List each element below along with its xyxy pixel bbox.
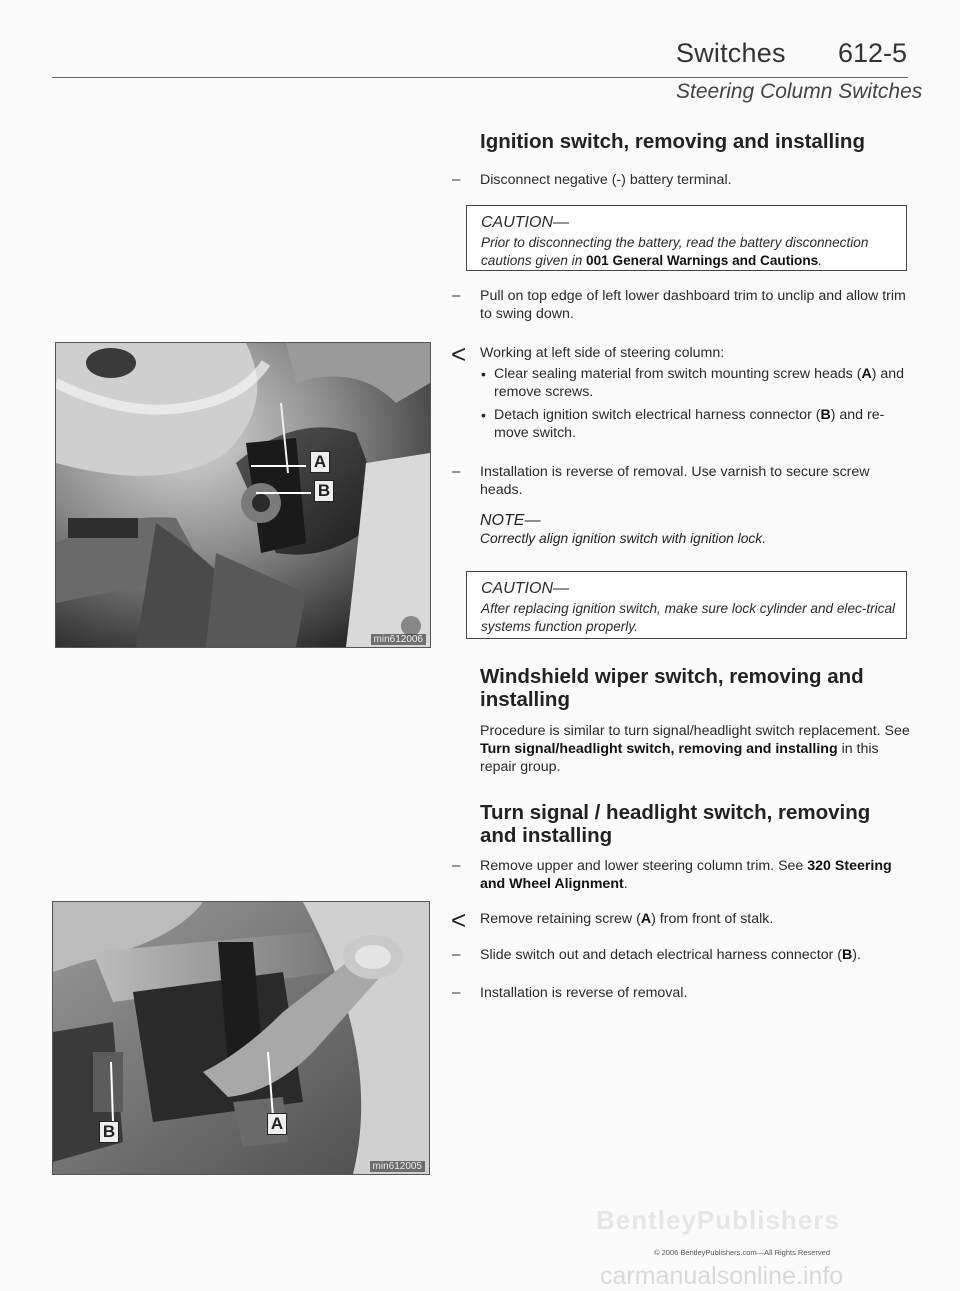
dash-marker: –: [452, 171, 461, 188]
turn-signal-heading: Turn signal / headlight switch, removing and installing: [480, 801, 871, 847]
note-block: [480, 512, 910, 548]
dash-marker: –: [452, 857, 461, 874]
dash-marker: –: [452, 287, 461, 304]
photo-code: min612005: [370, 1161, 425, 1172]
bullet-icon: •: [481, 366, 486, 382]
wiper-text: Procedure is similar to turn signal/headlight switch replacement. See Turn signal/headlight switch, removing and installing in this repair group.: [480, 723, 910, 775]
turn-step-4: Installation is reverse of removal.: [480, 985, 688, 1001]
site-watermark: carmanualsonline.info: [600, 1262, 844, 1290]
turn-step-3: Slide switch out and detach electrical harness connector (B).: [480, 947, 861, 963]
turn-signal-switch-photo: [52, 901, 430, 1175]
callout-a: A: [310, 451, 330, 473]
turn-step-1: Remove upper and lower steering column trim. See 320 Steering and Wheel Alignment.: [480, 858, 892, 892]
ignition-bullet-1: Clear sealing material from switch mounting screw heads (A) and remove screws.: [494, 366, 905, 400]
callout-b: B: [99, 1121, 119, 1143]
section-title: Switches: [676, 38, 786, 68]
photo-pointer-icon: <: [451, 905, 467, 935]
caution-box-2: [466, 571, 907, 639]
callout-b: B: [314, 480, 334, 502]
caution-text: Prior to disconnecting the battery, read the battery disconnection cautions given in 001 General Warnings and Cautions.: [481, 235, 869, 268]
ignition-switch-photo: [55, 342, 431, 648]
dash-marker: –: [452, 946, 461, 963]
page-number: 612-5: [838, 38, 908, 68]
caution-box-1: [466, 205, 907, 271]
dash-marker: –: [452, 463, 461, 480]
note-text: Correctly align ignition switch with ignition lock.: [480, 531, 767, 546]
ignition-step-2: Pull on top edge of left lower dashboard trim to unclip and allow trim to swing down.: [480, 288, 906, 322]
ignition-step-3: Working at left side of steering column:: [480, 345, 725, 361]
ignition-heading: Ignition switch, removing and installing: [480, 130, 865, 153]
dash-marker: –: [452, 984, 461, 1001]
caution-ref: 001 General Warnings and Cautions: [586, 252, 819, 268]
copyright: © 2006 BentleyPublishers.com—All Rights Reserved: [654, 1248, 831, 1257]
callout-a: A: [267, 1113, 287, 1135]
turn-step-2: Remove retaining screw (A) from front of stalk.: [480, 911, 774, 927]
bullet-icon: •: [481, 407, 486, 423]
photo-pointer-icon: <: [451, 339, 467, 369]
caution-text: After replacing ignition switch, make sure lock cylinder and elec-trical systems function properly.: [481, 601, 896, 634]
ignition-step-1: Disconnect negative (-) battery terminal.: [480, 172, 732, 188]
header-rule: [52, 77, 908, 78]
ignition-bullet-2: Detach ignition switch electrical harness connector (B) and re-move switch.: [494, 407, 885, 441]
note-label: NOTE—: [480, 512, 541, 529]
photo-code: min612006: [371, 634, 426, 645]
caution-label: CAUTION—: [481, 580, 569, 597]
caution-label: CAUTION—: [481, 214, 569, 231]
publisher-watermark: BentleyPublishers: [596, 1205, 840, 1235]
section-subtitle: Steering Column Switches: [676, 80, 923, 103]
ignition-step-4: Installation is reverse of removal. Use varnish to secure screw heads.: [480, 464, 870, 498]
wiper-heading: Windshield wiper switch, removing and installing: [480, 665, 864, 711]
